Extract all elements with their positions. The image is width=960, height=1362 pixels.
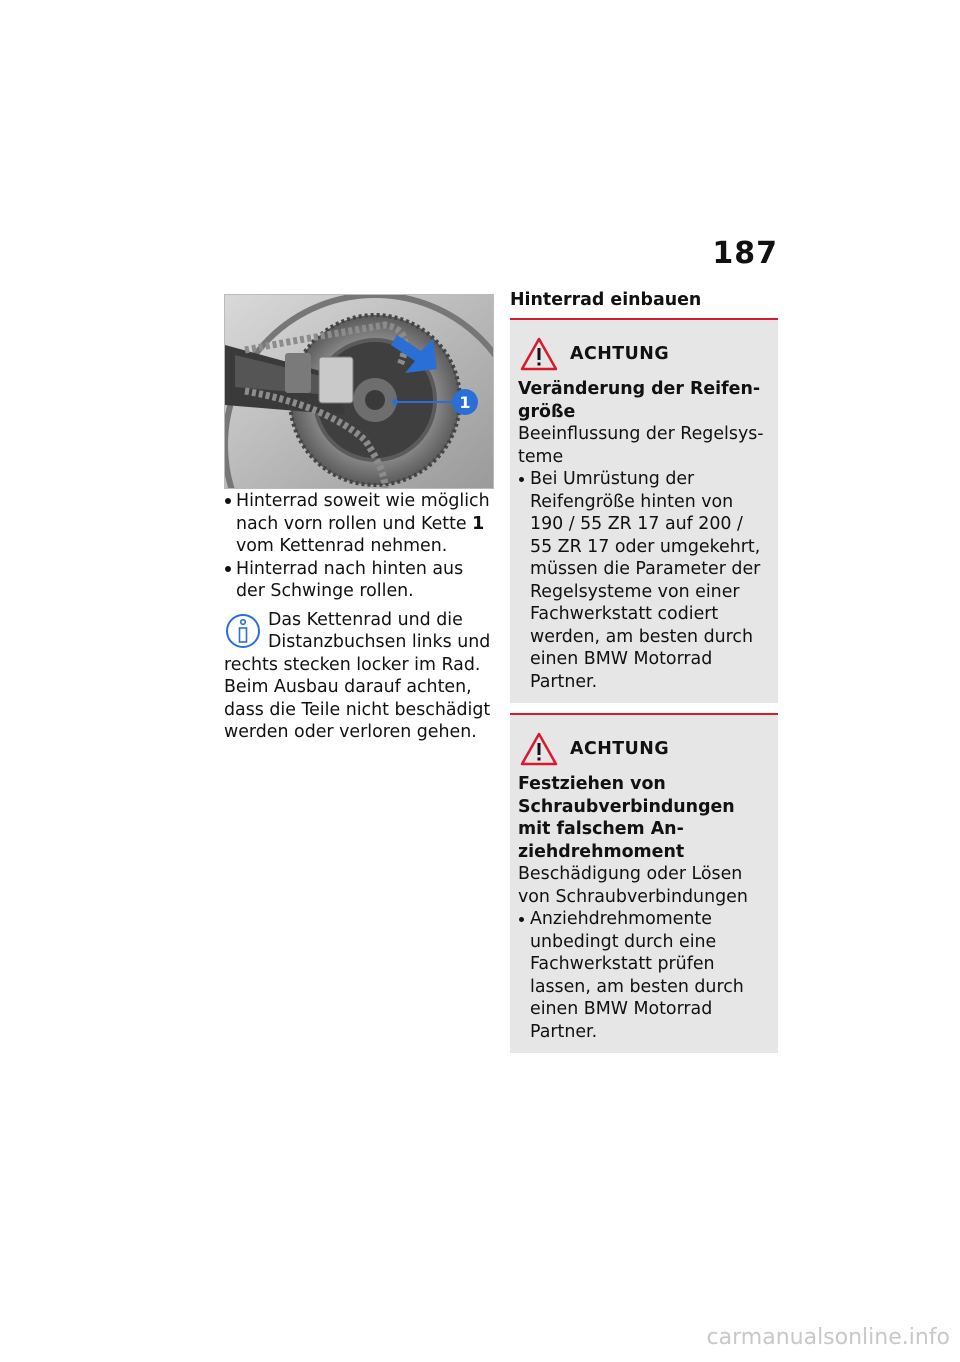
rear-wheel-chain-photo bbox=[224, 294, 494, 489]
warning-instruction: Anziehdrehmomente unbedingt durch eine Fachwerkstatt prüfen lassen, am besten durch einen BMW Motorrad Partner. bbox=[518, 908, 770, 1043]
warning-label: ACHTUNG bbox=[570, 738, 670, 759]
info-icon bbox=[224, 611, 264, 653]
callout-label: 1 bbox=[459, 393, 471, 412]
info-text: Das Kettenrad und die Distanzbuchsen links und rechts stecken locker im Rad. Beim Ausbau darauf achten, dass die Teile nicht beschädigt werden oder verloren gehen. bbox=[224, 609, 491, 742]
step-roll-forward: Hinterrad soweit wie möglich nach vorn rollen und Kette 1 vom Kettenrad nehmen. bbox=[224, 490, 492, 558]
warning-instruction: Bei Umrüstung der Reifengröße hinten von 190 / 55 ZR 17 auf 200 / 55 ZR 17 oder umgekehrt, müssen die Parameter der Regelsysteme von einer Fachwerkstatt codiert werden, am besten durch einen BMW Motorrad Partner. bbox=[518, 468, 770, 693]
warning-title: Veränderung der Reifengröße bbox=[518, 379, 761, 422]
removal-steps bbox=[224, 490, 492, 744]
warning-triangle-icon bbox=[520, 337, 558, 371]
installation-section bbox=[510, 290, 778, 1053]
warning-consequence: Beschädigung oder Lösen von Schraubverbindungen bbox=[518, 864, 748, 907]
page-number: 187 bbox=[712, 236, 778, 271]
rear-wheel-illustration bbox=[225, 295, 493, 488]
warning-tire-size bbox=[510, 318, 778, 703]
info-note bbox=[224, 609, 492, 744]
watermark: carmanualsonline.info bbox=[706, 1325, 950, 1350]
section-heading: Hinterrad einbauen bbox=[510, 290, 702, 310]
warning-triangle-icon bbox=[520, 732, 558, 766]
warning-label: ACHTUNG bbox=[570, 343, 670, 364]
warning-torque bbox=[510, 713, 778, 1053]
warning-consequence: Beeinflussung der Regelsysteme bbox=[518, 424, 764, 467]
warning-title: Festziehen von Schraubverbindungen mit falschem Anziehdrehmoment bbox=[518, 774, 735, 862]
step-roll-out: Hinterrad nach hinten aus der Schwinge rollen. bbox=[224, 558, 492, 603]
